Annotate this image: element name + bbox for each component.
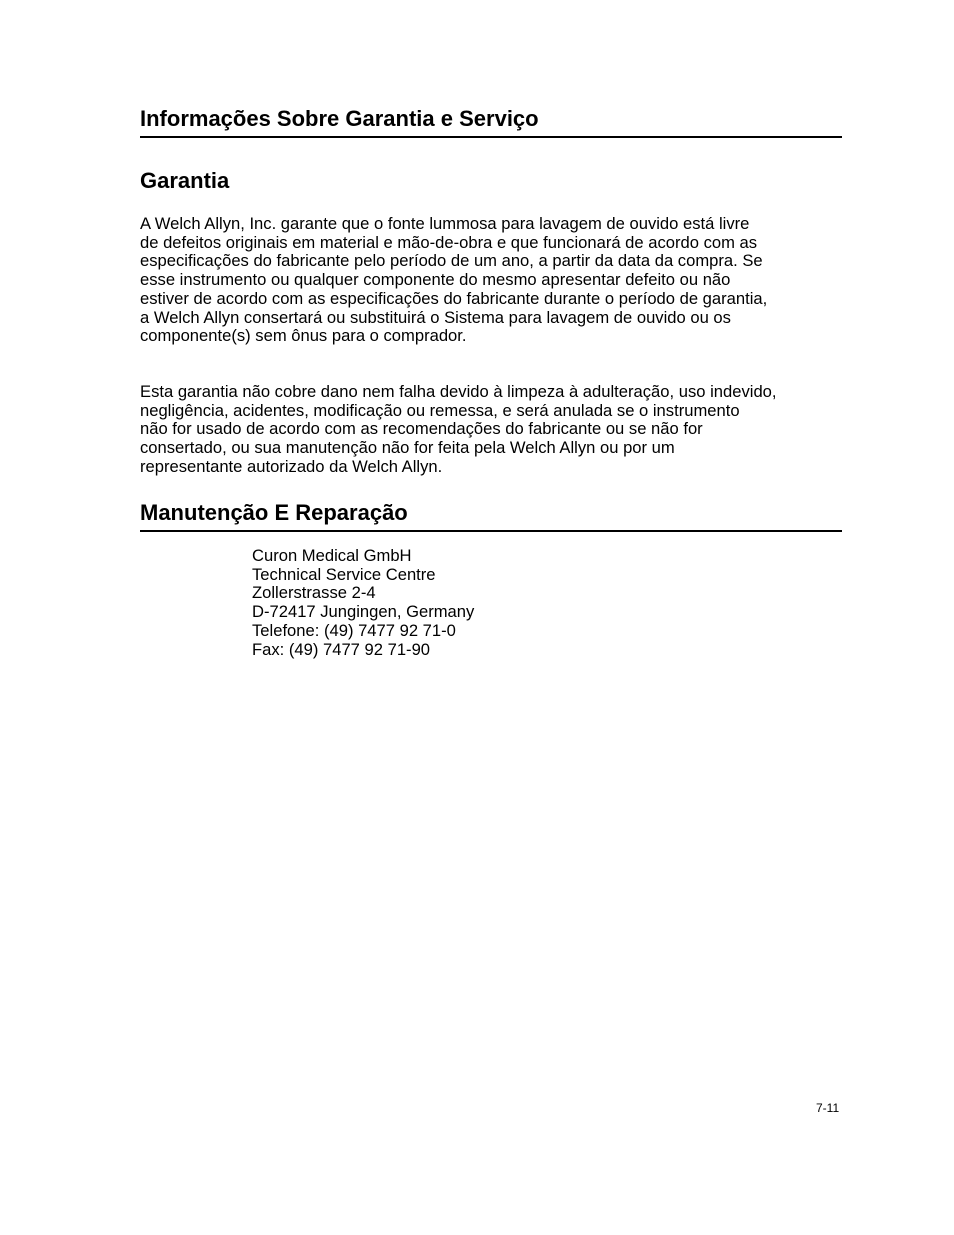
- warranty-heading: Garantia: [140, 168, 230, 193]
- address-city: D-72417 Jungingen, Germany: [252, 602, 475, 622]
- address-fax: Fax: (49) 7477 92 71-90: [252, 639, 431, 659]
- address-company: Curon Medical GmbH: [252, 546, 412, 565]
- address-street: Zollerstrasse 2-4: [252, 583, 376, 603]
- warranty-paragraph-1: A Welch Allyn, Inc. garante que o fonte lummosa para lavagem de ouvido está livre de defeitos originais em material e mão-de-obra e que funcionará de acordo com as especificações do fabricante pelo período de um ano, a partir da data da compra. Se esse instrumento ou qualquer componente do mesmo apresentar defeito ou não estiver de acordo com as especificações do fabricante durante o período de garantia, a Welch Allyn consertará ou substituirá o Sistema para lavagem de ouvido ou os componente(s) sem ônus para o comprador.: [140, 214, 768, 346]
- page-title: Informações Sobre Garantia e Serviço: [140, 106, 842, 138]
- service-heading: Manutenção E Reparação: [140, 500, 842, 532]
- address-phone: Telefone: (49) 7477 92 71-0: [252, 620, 456, 640]
- page-number: 7-11: [816, 1101, 840, 1115]
- service-address: [252, 547, 474, 659]
- warranty-paragraph-2: Esta garantia não cobre dano nem falha devido à limpeza à adulteração, uso indevido, negligência, acidentes, modificação ou remessa, e será anulada se o instrumento não for usado de acordo com as recomendações do fabricante ou se não for consertado, ou sua manutenção não for feita pela Welch Allyn ou por um representante autorizado da Welch Allyn.: [140, 382, 777, 476]
- address-department: Technical Service Centre: [252, 564, 436, 584]
